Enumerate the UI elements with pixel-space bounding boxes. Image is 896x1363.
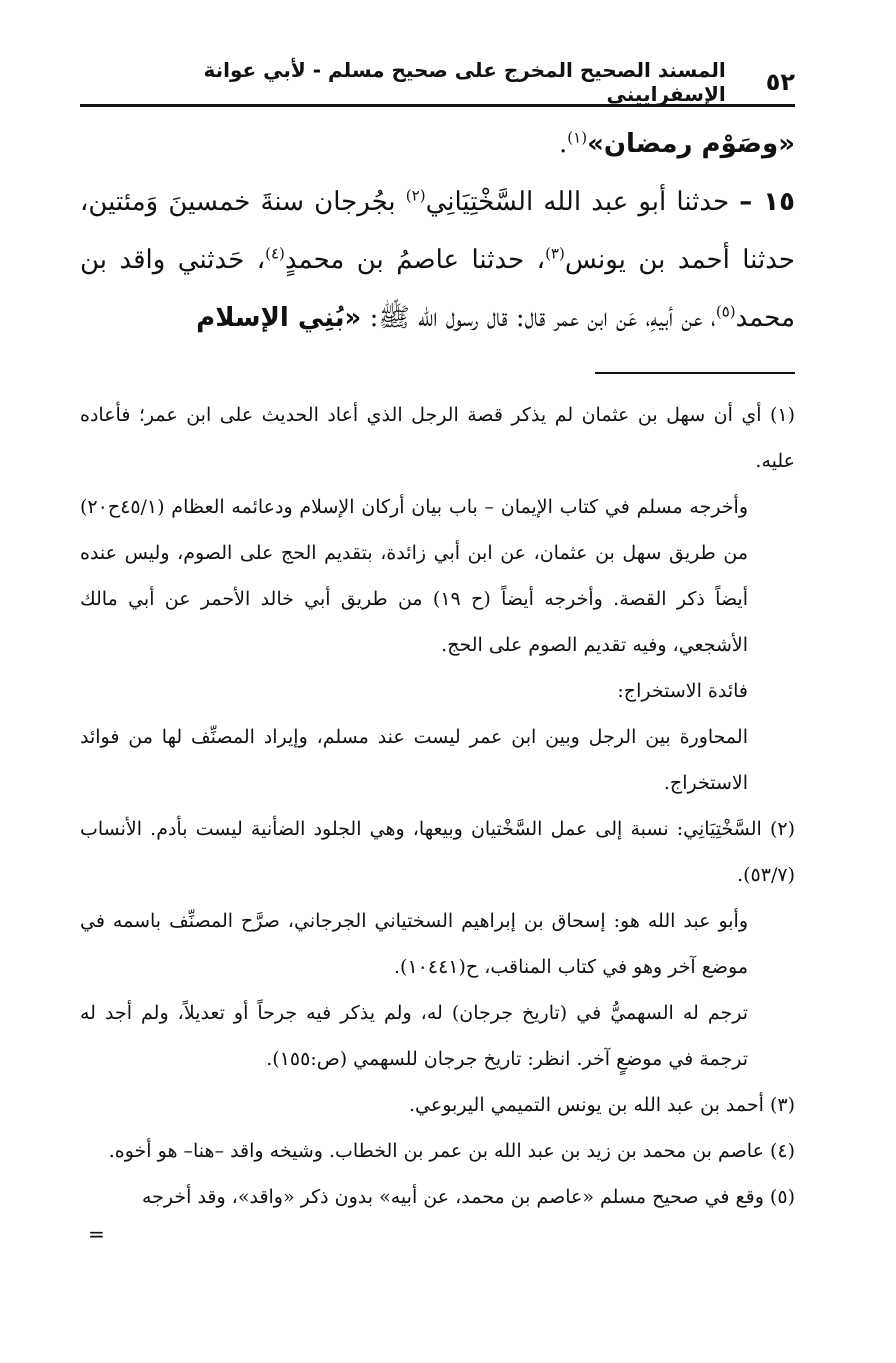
footnote-ref-2: (٢) [405,186,426,205]
main-line-1: «وصَوْم رمضان»$^{(١)}$. [559,128,795,159]
footnote-2-identity: وأبو عبد الله هو: إسحاق بن إبراهيم السختياني الجرجاني، صرَّح المصنِّف باسمه في موضع آخر وهو في كتاب المناقب، ح(١٠٤٤١). [80,910,748,978]
footnote-2: (٢) السَّخْتِيَانِي: نسبة إلى عمل السَّخْتيان وبيعها، وهي الجلود الضأنية ليست بأدم. الأنساب (٥٣/٧). [80,818,795,886]
footnote-1: (١) أي أن سهل بن عثمان لم يذكر قصة الرجل الذي أعاد الحديث على ابن عمر؛ فأعاده عليه. [80,404,795,472]
hadith-15: ١٥ – حدثنا أبو عبد الله السَّخْتِيَانِي$^{(٢)}$ بجُرجان سنةَ خمسينَ وَمئتين، حدثنا أحمد بن يونس$^{(٣)}$، حدثنا عاصمُ بن محمدٍ$^{(٤)}$، حَدثني واقد بن محمد$^{(٥)}$، عن أبيهِ، عَن ابن عمر قال: قال رسول الله ﷺ: «بُنِي الإسلام [80,186,795,333]
footnote-separator [595,372,795,374]
continuation-mark: = [88,1222,105,1246]
footnote-5: (٥) وقع في صحيح مسلم «عاصم بن محمد، عن أبيه» بدون ذكر «واقد»، وقد أخرجه [141,1186,795,1208]
page-header [80,60,795,107]
footnote-1-takhrij: وأخرجه مسلم في كتاب الإيمان – باب بيان أركان الإسلام ودعائمه العظام (٤٥/١ح٢٠) من طريق سهل بن عثمان، عن ابن أبي زائدة، بتقديم الحج على الصوم، وليس عنده أيضاً ذكر القصة. وأخرجه أيضاً (ح ١٩) من طريق أبي خالد الأحمر عن أبي مالك الأشجعي، وفيه تقديم الصوم على الحج. [80,496,748,656]
hadith-quote-start: «بُنِي الإسلام [196,303,362,333]
main-text [80,115,795,347]
footnote-1-benefit-heading: فائدة الاستخراج: [617,680,748,702]
page-number: ٥٢ [765,68,795,96]
footnote-2-biography: ترجم له السهميُّ في (تاريخ جرجان) له، ولم يذكر فيه جرحاً أو تعديلاً، ولم أجد له ترجمة في موضعٍ آخر. انظر: تاريخ جرجان للسهمي (ص:١٥٥). [80,1002,748,1070]
footnote-ref-5: (٥) [715,302,736,321]
footnote-ref-4: (٤) [265,244,285,263]
footnotes [80,392,795,1220]
footnote-ref-3: (٣) [545,244,565,263]
footnote-3: (٣) أحمد بن عبد الله بن يونس التميمي اليربوعي. [409,1094,795,1116]
footnote-ref-1: (١) [567,128,588,147]
running-title: المسند الصحيح المخرج على صحيح مسلم - لأبي عوانة الإسفراييني [203,58,726,106]
footnote-1-benefit: المحاورة بين الرجل وبين ابن عمر ليست عند مسلم، وإيراد المصنِّف لها من فوائد الاستخراج. [80,726,748,794]
hadith-number: ١٥ – [739,187,795,217]
footnote-4: (٤) عاصم بن محمد بن زيد بن عبد الله بن عمر بن الخطاب. وشيخه واقد –هنا– هو أخوه. [108,1140,795,1162]
quote-end-text: «وصَوْم رمضان» [587,129,795,159]
